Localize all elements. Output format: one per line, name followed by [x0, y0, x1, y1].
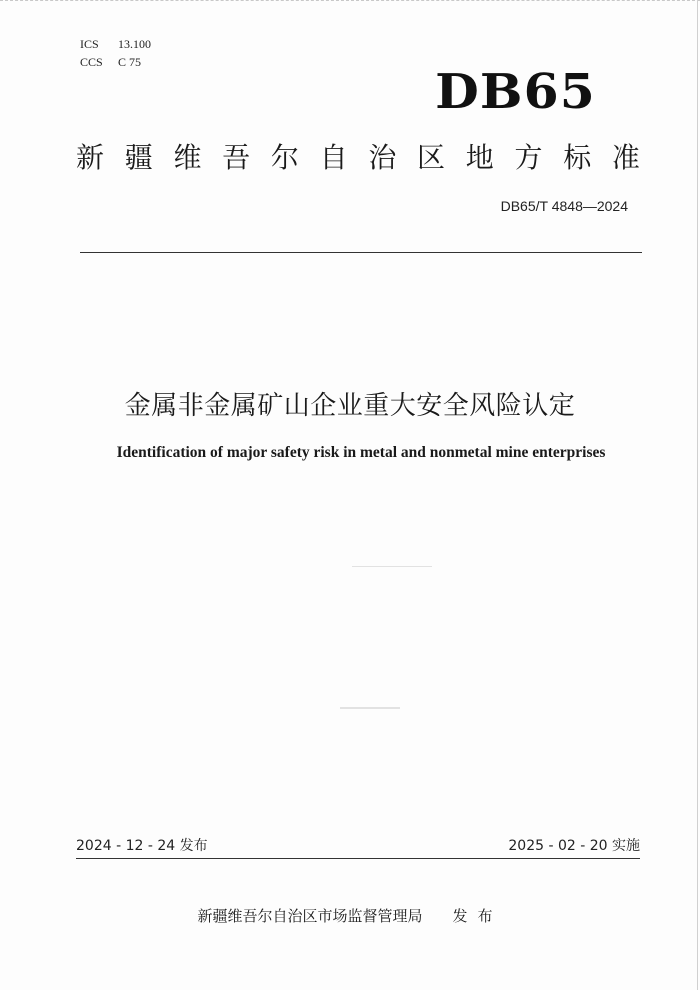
title-chinese: 金属非金属矿山企业重大安全风险认定: [124, 391, 576, 421]
scan-edge-top: [0, 0, 700, 7]
standard-type-char: 尔: [270, 141, 299, 174]
ccs-row: [80, 53, 151, 71]
standard-type-char: 新: [76, 141, 105, 174]
standard-type-heading: [76, 136, 640, 176]
standard-number: DB65/T 4848—2024: [500, 198, 628, 214]
standard-type-char: 准: [611, 141, 640, 174]
header-divider: [80, 252, 642, 253]
ccs-label: CCS: [80, 55, 103, 69]
issuer-row: [0, 905, 700, 926]
issuer-action: 发布: [452, 907, 503, 925]
scan-speck: [352, 566, 432, 567]
standard-type-char: 自: [319, 141, 348, 174]
standard-type-char: 区: [417, 141, 446, 174]
scan-edge-right: [697, 0, 698, 990]
standard-type-char: 疆: [124, 141, 153, 174]
standard-type-char: 地: [465, 141, 494, 174]
title-english: Identification of major safety risk in metal and nonmetal mine enterprises: [116, 444, 606, 461]
standard-type-char: 吾: [222, 141, 251, 174]
implementation-date: 2025 - 02 - 20 实施: [508, 838, 640, 854]
standard-type-char: 方: [514, 141, 543, 174]
standard-type-char: 维: [173, 141, 202, 174]
db-logo: DB65: [435, 64, 596, 120]
classification-block: [80, 35, 151, 71]
standard-type-char: 治: [368, 141, 397, 174]
scan-speck: [340, 707, 400, 709]
ccs-code: C 75: [118, 55, 142, 69]
ics-label: ICS: [80, 37, 99, 51]
issuer-name: 新疆维吾尔自治区市场监督管理局: [197, 907, 423, 925]
footer-divider: [76, 858, 640, 859]
issue-date: 2024 - 12 - 24 发布: [76, 838, 208, 854]
standard-type-char: 标: [563, 141, 592, 174]
ics-row: [80, 35, 151, 53]
ics-code: 13.100: [118, 37, 151, 51]
